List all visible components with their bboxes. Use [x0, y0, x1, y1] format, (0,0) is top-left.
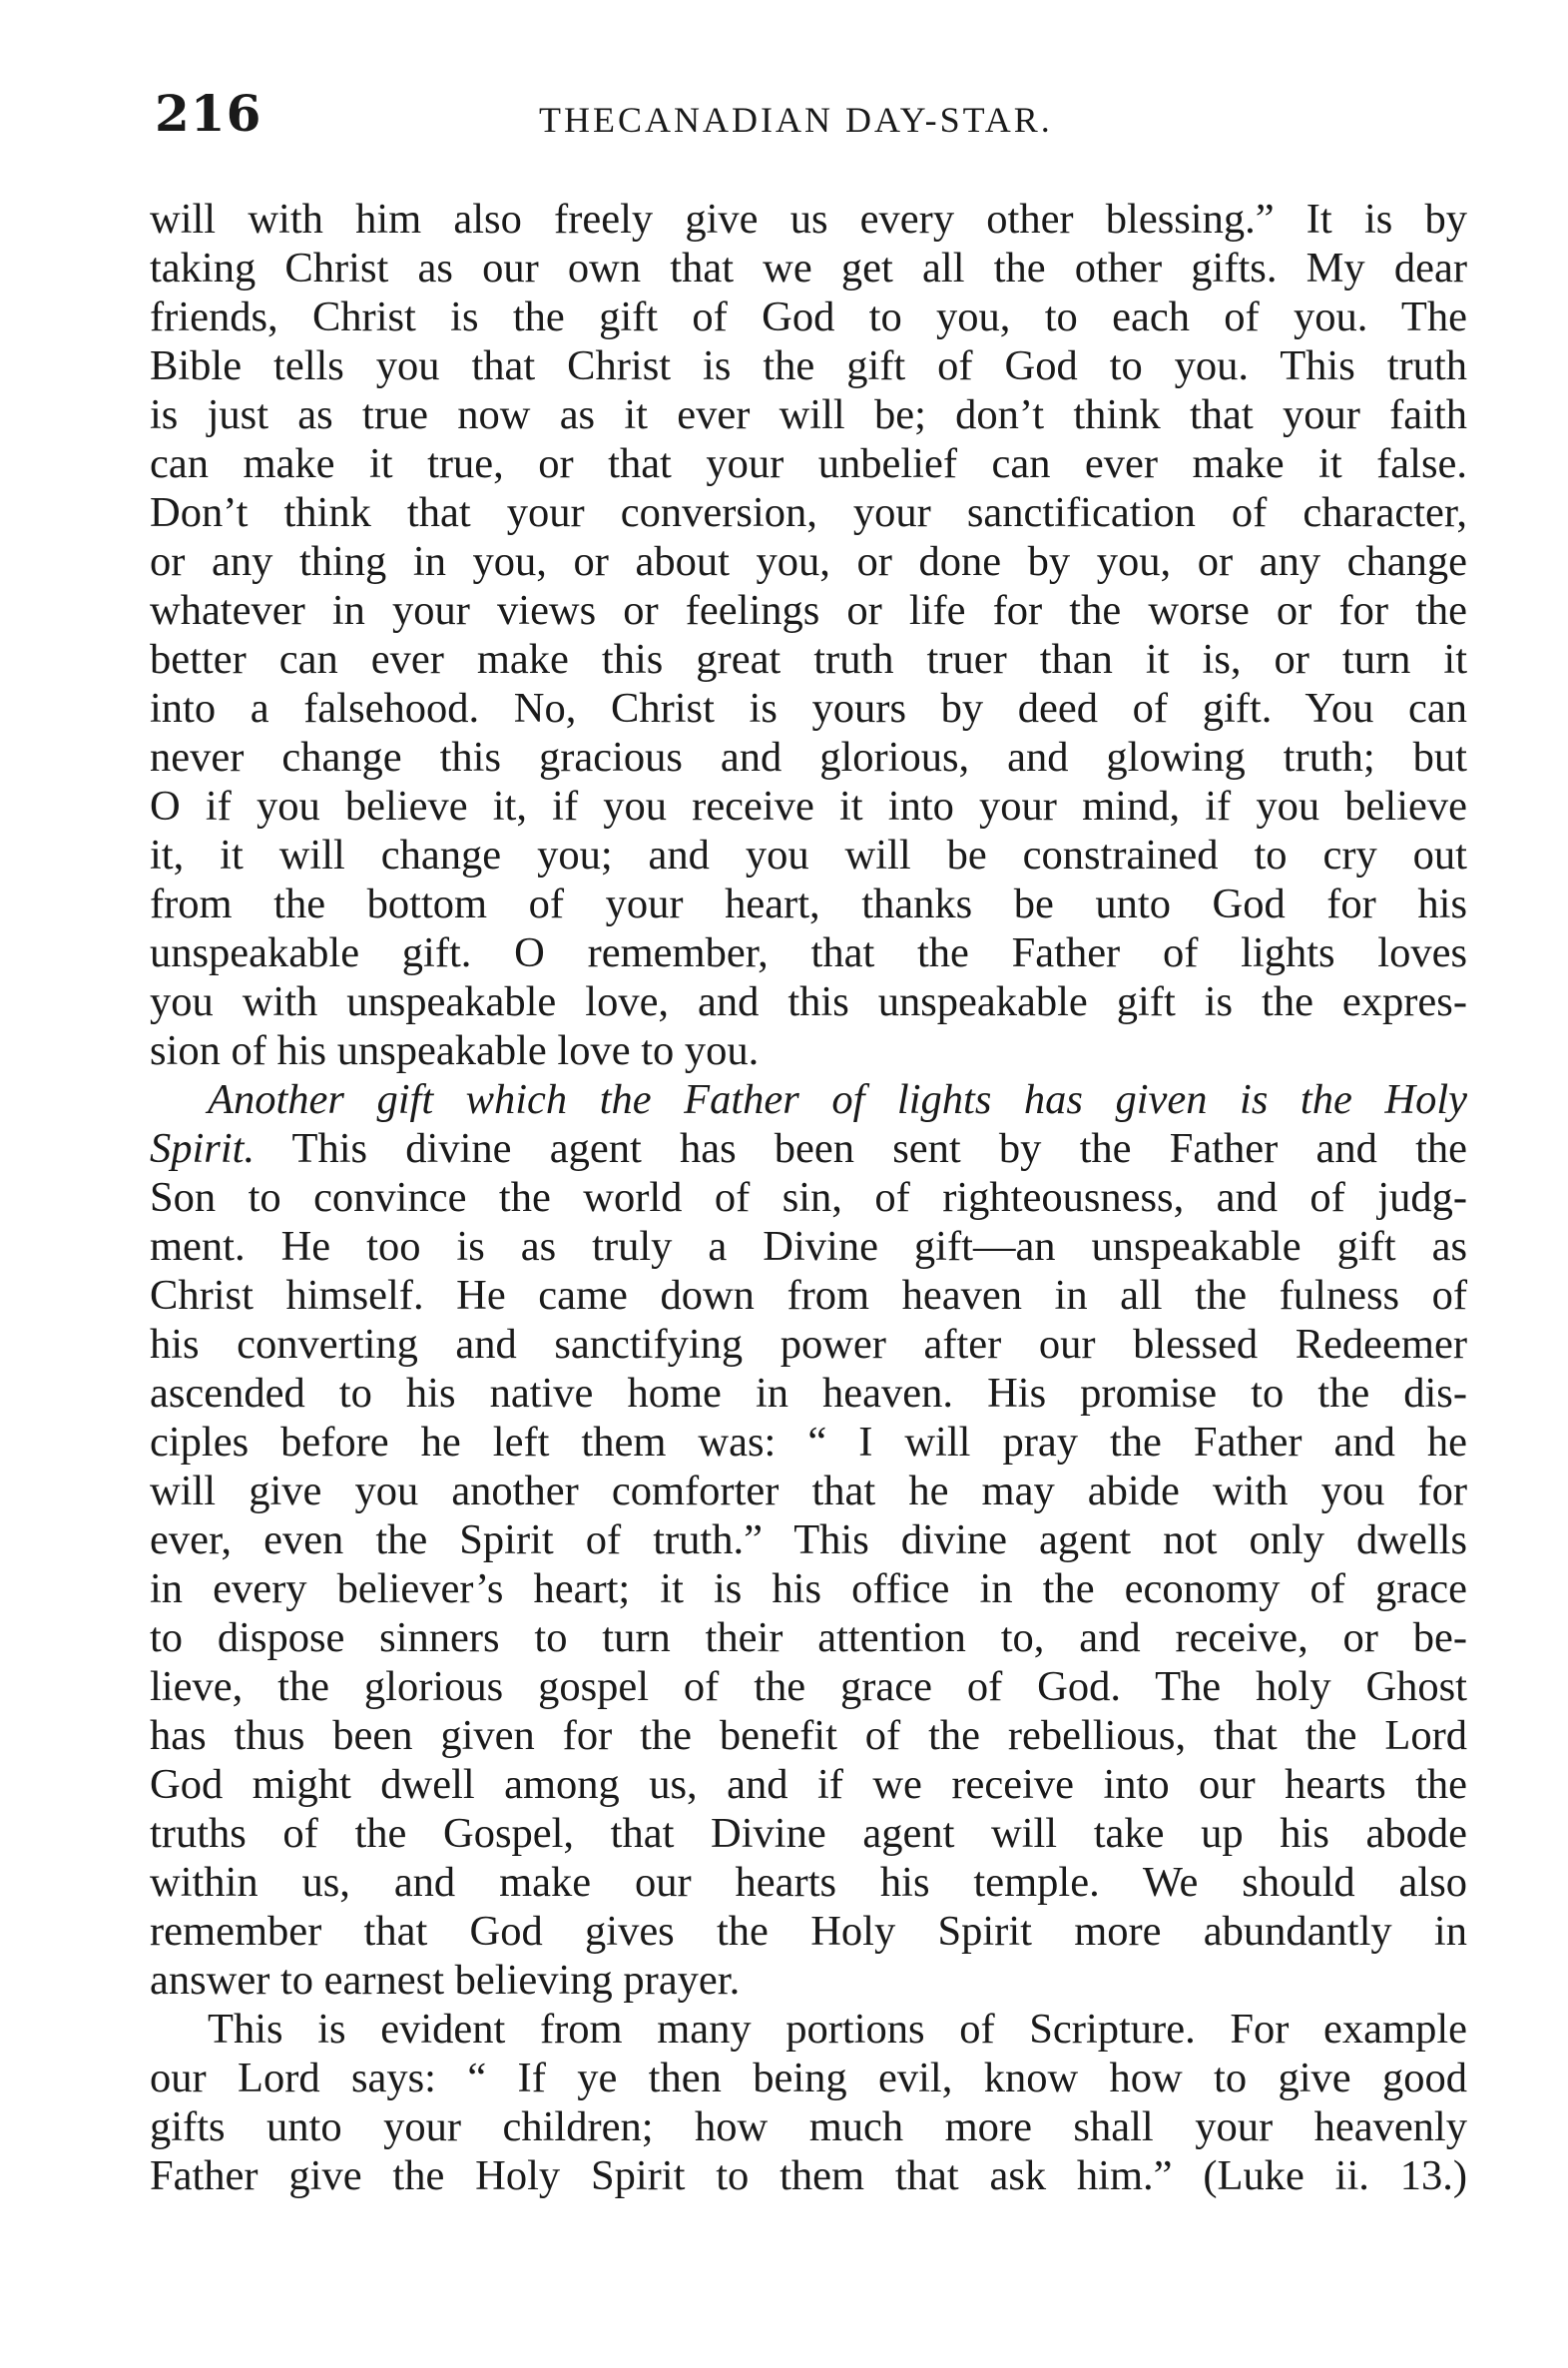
text-line: into a falsehood. No, Christ is yours by deed of gift. You can: [150, 685, 1467, 732]
text-line: [150, 1124, 1467, 1173]
text-line: Father give the Holy Spirit to them that ask him.” (Luke ii. 13.): [150, 2152, 1467, 2199]
text-line: our Lord says: “ If ye then being evil, know how to give good: [150, 2055, 1467, 2101]
text-line: sion of his unspeakable love to you.: [150, 1027, 760, 1074]
text-line: it, it will change you; and you will be constrained to cry out: [150, 832, 1467, 879]
text-line: Bible tells you that Christ is the gift of God to you. This truth: [150, 342, 1467, 389]
page-number: 216: [155, 84, 262, 143]
text-line: better can ever make this great truth truer than it is, or turn it: [150, 636, 1467, 683]
text-line: to dispose sinners to turn their attention to, and receive, or be-: [150, 1614, 1467, 1661]
text-line: or any thing in you, or about you, or done by you, or any change: [150, 538, 1467, 585]
text-line: answer to earnest believing prayer.: [150, 1957, 741, 2004]
italic-lead: Another gift which the Father of lights has given is the Holy: [208, 1076, 1467, 1123]
text-line: you with unspeakable love, and this unspeakable gift is the expres-: [150, 978, 1467, 1025]
text-line: taking Christ as our own that we get all the other gifts. My dear: [150, 245, 1467, 292]
text-line: truths of the Gospel, that Divine agent will take up his abode: [150, 1810, 1467, 1857]
text-line: will with him also freely give us every other blessing.” It is by: [150, 196, 1467, 243]
paragraph-1: [150, 195, 1467, 1075]
text-line: remember that God gives the Holy Spirit more abundantly in: [150, 1908, 1467, 1955]
text-line: ment. He too is as truly a Divine gift—an unspeakable gift as: [150, 1223, 1467, 1270]
lead-continuation: This divine agent has been sent by the Father and the: [255, 1125, 1467, 1172]
text-line: is just as true now as it ever will be; don’t think that your faith: [150, 391, 1467, 438]
text-line: has thus been given for the benefit of the rebellious, that the Lord: [150, 1712, 1467, 1759]
text-line: [150, 1075, 1467, 1124]
text-line: unspeakable gift. O remember, that the Father of lights loves: [150, 929, 1467, 976]
text-line: can make it true, or that your unbelief can ever make it false.: [150, 440, 1467, 487]
text-line: gifts unto your children; how much more shall your heavenly: [150, 2103, 1467, 2150]
paragraph-3: [150, 2005, 1467, 2200]
text-line: whatever in your views or feelings or life for the worse or for the: [150, 587, 1467, 634]
text-line: ever, even the Spirit of truth.” This divine agent not only dwells: [150, 1516, 1467, 1563]
text-line: lieve, the glorious gospel of the grace of God. The holy Ghost: [150, 1663, 1467, 1710]
text-line: Son to convince the world of sin, of righteousness, and of judg-: [150, 1174, 1467, 1221]
text-line: from the bottom of your heart, thanks be unto God for his: [150, 881, 1467, 927]
text-line: within us, and make our hearts his temple. We should also: [150, 1859, 1467, 1906]
italic-lead-2: Spirit.: [150, 1125, 256, 1172]
text-line: O if you believe it, if you receive it into your mind, if you believe: [150, 783, 1467, 830]
page-header: [150, 80, 1467, 160]
text-line: will give you another comforter that he may abide with you for: [150, 1468, 1467, 1514]
text-line: friends, Christ is the gift of God to you, to each of you. The: [150, 294, 1467, 340]
text-line: his converting and sanctifying power after our blessed Redeemer: [150, 1321, 1467, 1368]
text-line: God might dwell among us, and if we receive into our hearts the: [150, 1761, 1467, 1808]
text-line: Christ himself. He came down from heaven in all the fulness of: [150, 1272, 1467, 1319]
text-line: Don’t think that your conversion, your sanctification of character,: [150, 489, 1467, 536]
text-line: ciples before he left them was: “ I will pray the Father and he: [150, 1419, 1467, 1466]
paragraph-2: [150, 1075, 1467, 2005]
text-line: ascended to his native home in heaven. His promise to the dis-: [150, 1370, 1467, 1417]
body-text: [150, 195, 1467, 2200]
text-line: in every believer’s heart; it is his office in the economy of grace: [150, 1565, 1467, 1612]
text-line: never change this gracious and glorious, and glowing truth; but: [150, 734, 1467, 781]
page: [150, 80, 1467, 2316]
running-head: THECANADIAN DAY-STAR.: [539, 100, 1053, 140]
text-line: This is evident from many portions of Scripture. For example: [208, 2006, 1467, 2053]
